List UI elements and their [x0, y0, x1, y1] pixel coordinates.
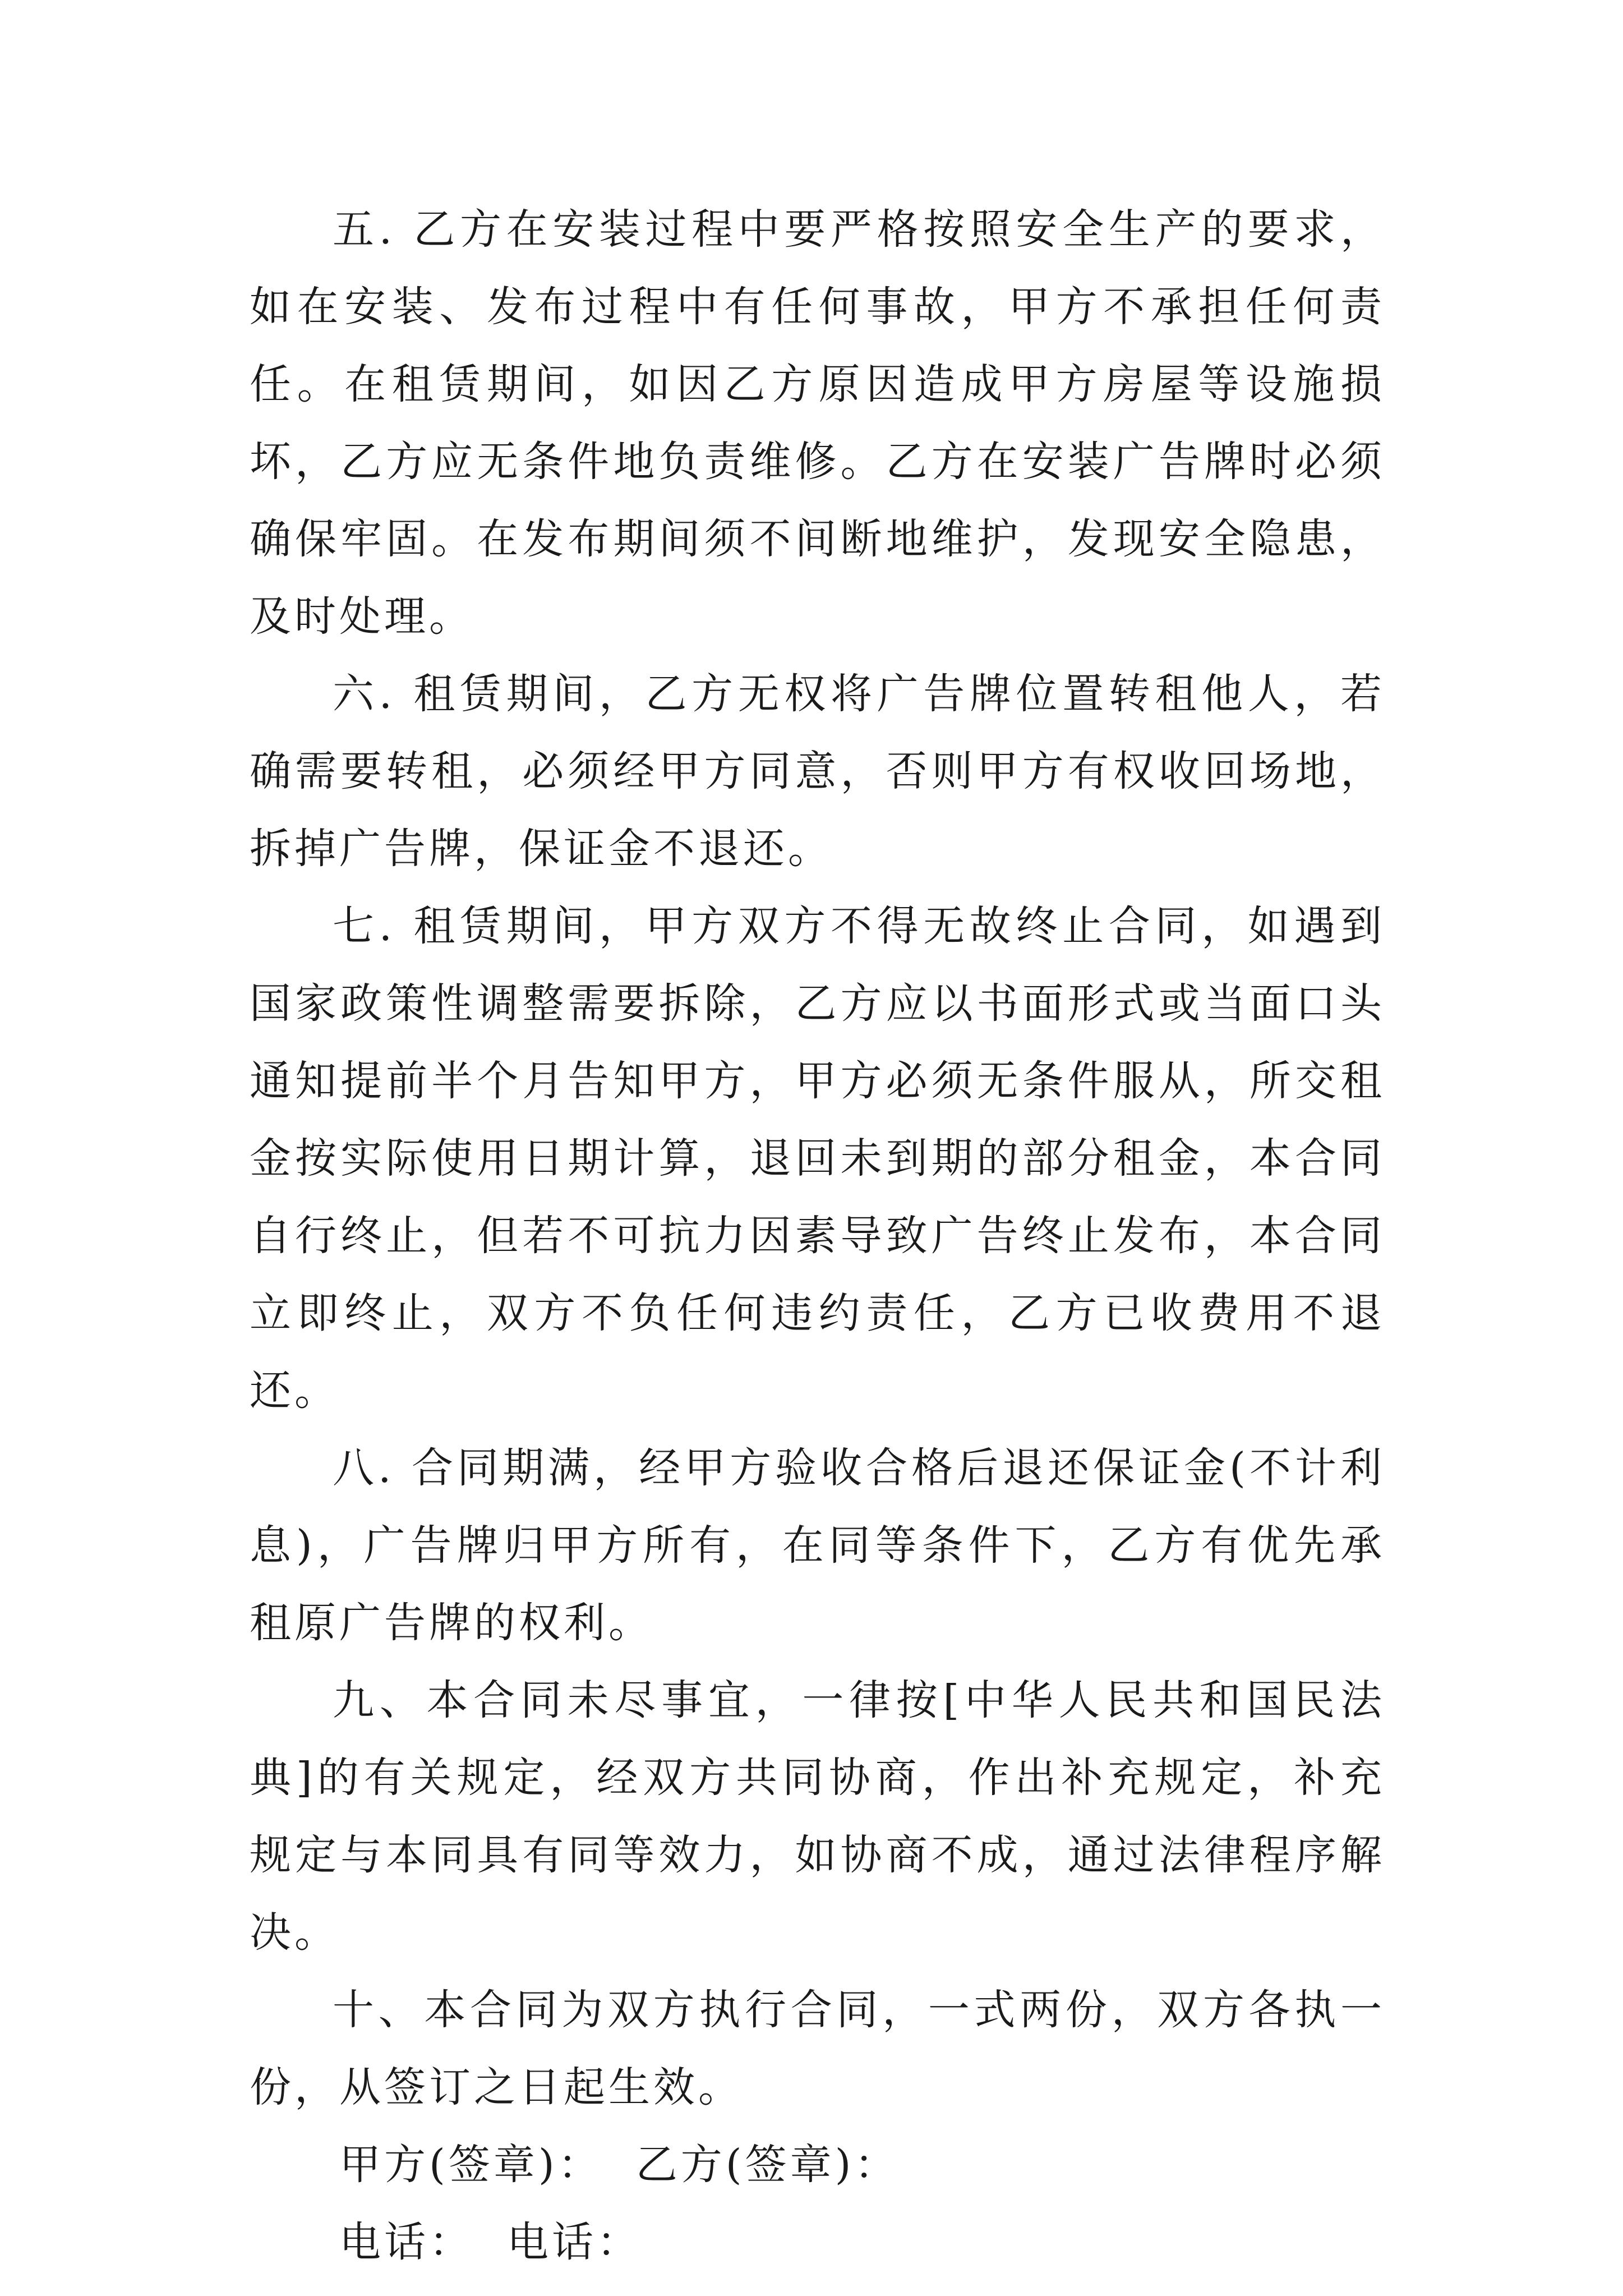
- clause-5: 五. 乙方在安装过程中要严格按照安全生产的要求，如在安装、发布过程中有任何事故，甲方不承担任何责任。在租赁期间，如因乙方原因造成甲方房屋等设施损坏，乙方应无条件地负责维修。乙方在安装广告牌时必须确保牢固。在发布期间须不间断地维护，发现安全隐患，及时处理。: [250, 205, 1385, 641]
- clause-8: 八. 合同期满，经甲方验收合格后退还保证金(不计利息)，广告牌归甲方所有，在同等条件下，乙方有优先承租原广告牌的权利。: [250, 1444, 1385, 1647]
- phone-line: 电话： 电话：: [339, 2218, 642, 2266]
- contract-body: [250, 191, 1385, 2281]
- clause-6: 六. 租赁期间，乙方无权将广告牌位置转租他人，若确需要转租，必须经甲方同意，否则甲方有权收回场地，拆掉广告牌，保证金不退还。: [250, 670, 1385, 873]
- clause-9: 九、本合同未尽事宜，一律按[中华人民共和国民法典]的有关规定，经双方共同协商，作出补充规定，补充规定与本同具有同等效力，如协商不成，通过法律程序解决。: [250, 1676, 1385, 1957]
- clause-7: 七. 租赁期间，甲方双方不得无故终止合同，如遇到国家政策性调整需要拆除，乙方应以书面形式或当面口头通知提前半个月告知甲方，甲方必须无条件服从，所交租金按实际使用日期计算，退回未到期的部分租金，本合同自行终止，但若不可抗力因素导致广告终止发布，本合同立即终止，双方不负任何违约责任，乙方已收费用不退还。: [250, 902, 1385, 1415]
- signature-line: 甲方(签章)： 乙方(签章)：: [339, 2141, 900, 2189]
- clause-10: 十、本合同为双方执行合同，一式两份，双方各执一份，从签订之日起生效。: [250, 1986, 1385, 2111]
